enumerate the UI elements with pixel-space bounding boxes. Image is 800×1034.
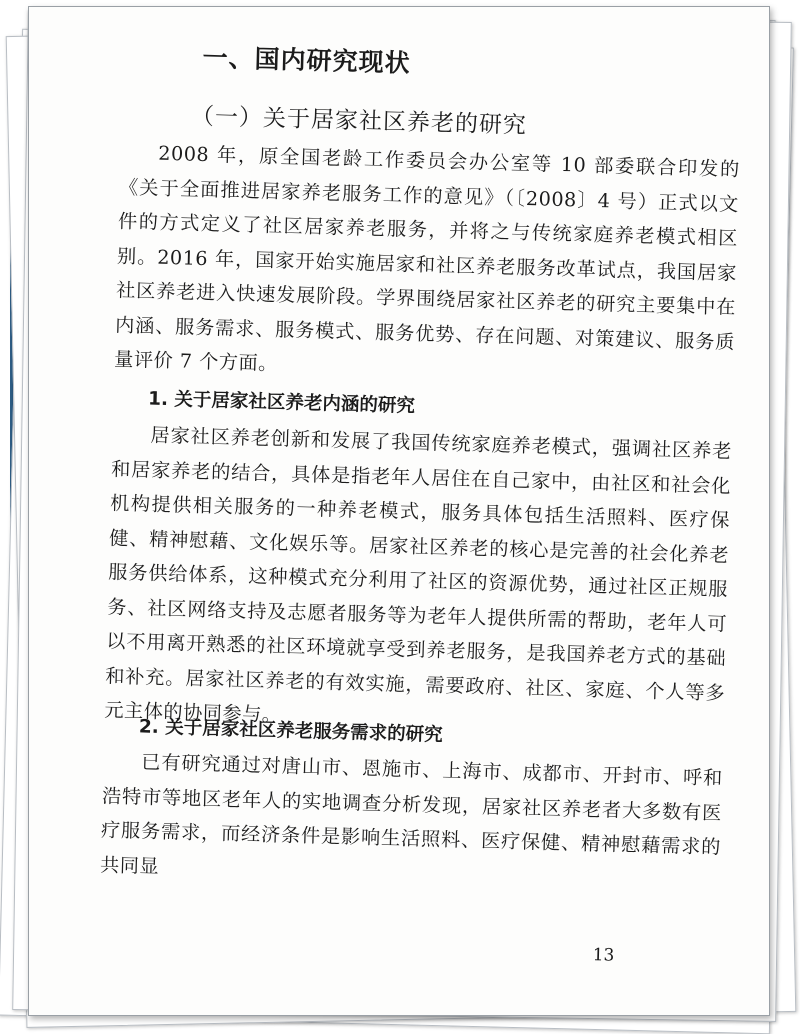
body-paragraph	[100, 744, 724, 899]
paragraph-text: 2008 年，原全国老龄工作委员会办公室等 10 部委联合印发的《关于全面推进居家养老服务工作的意见》（〔2008〕4 号）正式以文件的方式定义了社区居家养老服务，并将之与传统家庭养老模式相区别。2016 年，国家开始实施居家和社区养老服务改革试点，我国居家社区养老进入快速发展阶段。学界围绕居家社区养老的研究主要集中在内涵、服务需求、服务模式、服务优势、存在问题、对策建议、服务质量评价 7 个方面。	[113, 141, 741, 376]
heading-demand: 2. 关于居家社区养老服务需求的研究	[138, 716, 443, 746]
page-number: 13	[592, 945, 615, 966]
body-paragraph	[104, 417, 732, 745]
subsection-title: （一）关于居家社区养老的研究	[190, 103, 528, 139]
section-title: 一、国内研究现状	[202, 42, 412, 78]
paragraph-text: 已有研究通过对唐山市、恩施市、上海市、成都市、开封市、呼和浩特市等地区老年人的实地调查分析发现，居家社区养老者大多数有医疗服务需求，而经济条件是影响生活照料、医疗保健、精神慰藉需求的共同显	[99, 750, 724, 878]
heading-connotation: 1. 关于居家社区养老内涵的研究	[147, 388, 416, 417]
document-page	[28, 6, 770, 1016]
body-paragraph	[114, 136, 741, 395]
paragraph-text: 居家社区养老创新和发展了我国传统家庭养老模式，强调社区养老和居家养老的结合，具体是指老年人居住在自己家中，由社区和社会化机构提供相关服务的一种养老模式，服务具体包括生活照料、医疗保健、精神慰藉、文化娱乐等。居家社区养老的核心是完善的社会化养老服务供给体系，这种模式充分利用了社区的资源优势，通过社区正规服务、社区网络支持及志愿者服务等为老年人提供所需的帮助，老年人可以不用离开熟悉的社区环境就享受到养老服务，是我国养老方式的基础和补充。居家社区养老的有效实施，需要政府、社区、家庭、个人等多元主体的协同参与。	[104, 423, 733, 727]
page-content	[28, 7, 769, 1016]
